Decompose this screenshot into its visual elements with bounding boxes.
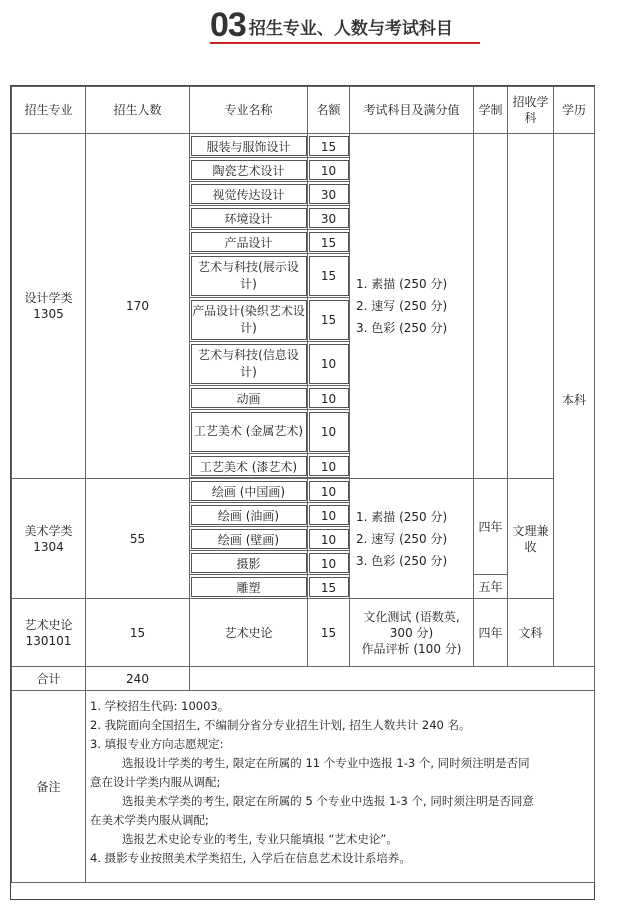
col-header-duration: 学制 [474,87,508,134]
col-header-major: 专业名称 [190,87,308,134]
note-line: 选报设计学类的考生, 限定在所属的 11 个专业中选报 1-3 个, 同时须注明是否同 [122,756,530,770]
note-line: 选报美术学类的考生, 限定在所属的 5 个专业中选报 1-3 个, 同时须注明是否同意 [122,794,534,808]
major-quota: 10 [308,503,350,527]
major-name: 艺术与科技(展示设计) [190,254,308,298]
major-quota: 15 [308,254,350,298]
major-quota: 10 [308,551,350,575]
page-header [0,0,617,80]
note-line: 意在设计学类内服从调配; [90,775,221,789]
admission-sheet [10,85,595,900]
notes-body [86,691,595,883]
major-name: 环境设计 [190,206,308,230]
exam-art-history: 文化测试 (语数英, 300 分) 作品评析 (100 分) [350,599,474,667]
major-name: 工艺美术 (金属艺术) [190,410,308,454]
major-name: 摄影 [190,551,308,575]
major-name: 绘画 (壁画) [190,527,308,551]
duration-4: 四年 [474,479,508,575]
major-quota: 30 [308,206,350,230]
notes-row [12,691,595,883]
subject-art-history: 文科 [508,599,554,667]
table-row [12,479,595,503]
major-quota: 15 [308,298,350,342]
section-heading: 招生专业、人数与考试科目 [248,19,453,39]
total-value: 240 [86,667,190,691]
major-name: 绘画 (中国画) [190,479,308,503]
degree-shared: 本科 [554,134,595,667]
notes-label: 备注 [12,691,86,883]
note-line: 在美术学类内服从调配; [90,813,209,827]
table-row [12,134,595,158]
subject-fine: 文理兼收 [508,479,554,599]
exam-fine-arts: 1. 素描 (250 分) 2. 速写 (250 分) 3. 色彩 (250 分) [350,479,474,599]
col-header-program: 招生专业 [12,87,86,134]
major-name: 艺术史论 [190,599,308,667]
note-line: 1. 学校招生代码: 10003。 [90,699,230,713]
col-header-quota: 名额 [308,87,350,134]
major-quota: 10 [308,386,350,410]
major-quota: 10 [308,479,350,503]
major-quota: 10 [308,158,350,182]
header-row [12,87,595,134]
admission-table [11,86,595,883]
total-label: 合计 [12,667,86,691]
major-name: 视觉传达设计 [190,182,308,206]
total-row [12,667,595,691]
count-design: 170 [86,134,190,479]
duration-art-history: 四年 [474,599,508,667]
major-name: 陶瓷艺术设计 [190,158,308,182]
duration-5: 五年 [474,575,508,599]
major-quota: 10 [308,342,350,386]
note-line: 选报艺术史论专业的考生, 专业只能填报 “艺术史论”。 [122,832,398,846]
table-row [12,599,595,667]
major-quota: 15 [308,599,350,667]
major-quota: 10 [308,410,350,454]
program-fine-arts: 美术学类 1304 [12,479,86,599]
major-quota: 10 [308,454,350,478]
note-line: 4. 摄影专业按照美术学类招生, 入学后在信息艺术设计系培养。 [90,851,411,865]
col-header-count: 招生人数 [86,87,190,134]
note-line: 3. 填报专业方向志愿规定: [90,737,224,751]
note-line: 2. 我院面向全国招生, 不编制分省分专业招生计划, 招生人数共计 240 名。 [90,718,471,732]
major-quota: 15 [308,230,350,254]
major-quota: 10 [308,527,350,551]
duration-shared [474,134,508,479]
major-name: 雕塑 [190,575,308,599]
count-art-history: 15 [86,599,190,667]
major-name: 服装与服饰设计 [190,134,308,158]
major-quota: 30 [308,182,350,206]
col-header-subject: 招收学科 [508,87,554,134]
major-name: 产品设计(染织艺术设计) [190,298,308,342]
program-art-history: 艺术史论 130101 [12,599,86,667]
major-name: 工艺美术 (漆艺术) [190,454,308,478]
section-number: 03 [210,6,246,44]
program-design: 设计学类 1305 [12,134,86,479]
major-name: 艺术与科技(信息设计) [190,342,308,386]
col-header-exam: 考试科目及满分值 [350,87,474,134]
count-fine-arts: 55 [86,479,190,599]
major-name: 产品设计 [190,230,308,254]
major-name: 绘画 (油画) [190,503,308,527]
major-quota: 15 [308,134,350,158]
subject-shared [508,134,554,479]
major-name: 动画 [190,386,308,410]
section-title [210,4,480,44]
col-header-degree: 学历 [554,87,595,134]
exam-design: 1. 素描 (250 分) 2. 速写 (250 分) 3. 色彩 (250 分) [350,134,474,479]
major-quota: 15 [308,575,350,599]
